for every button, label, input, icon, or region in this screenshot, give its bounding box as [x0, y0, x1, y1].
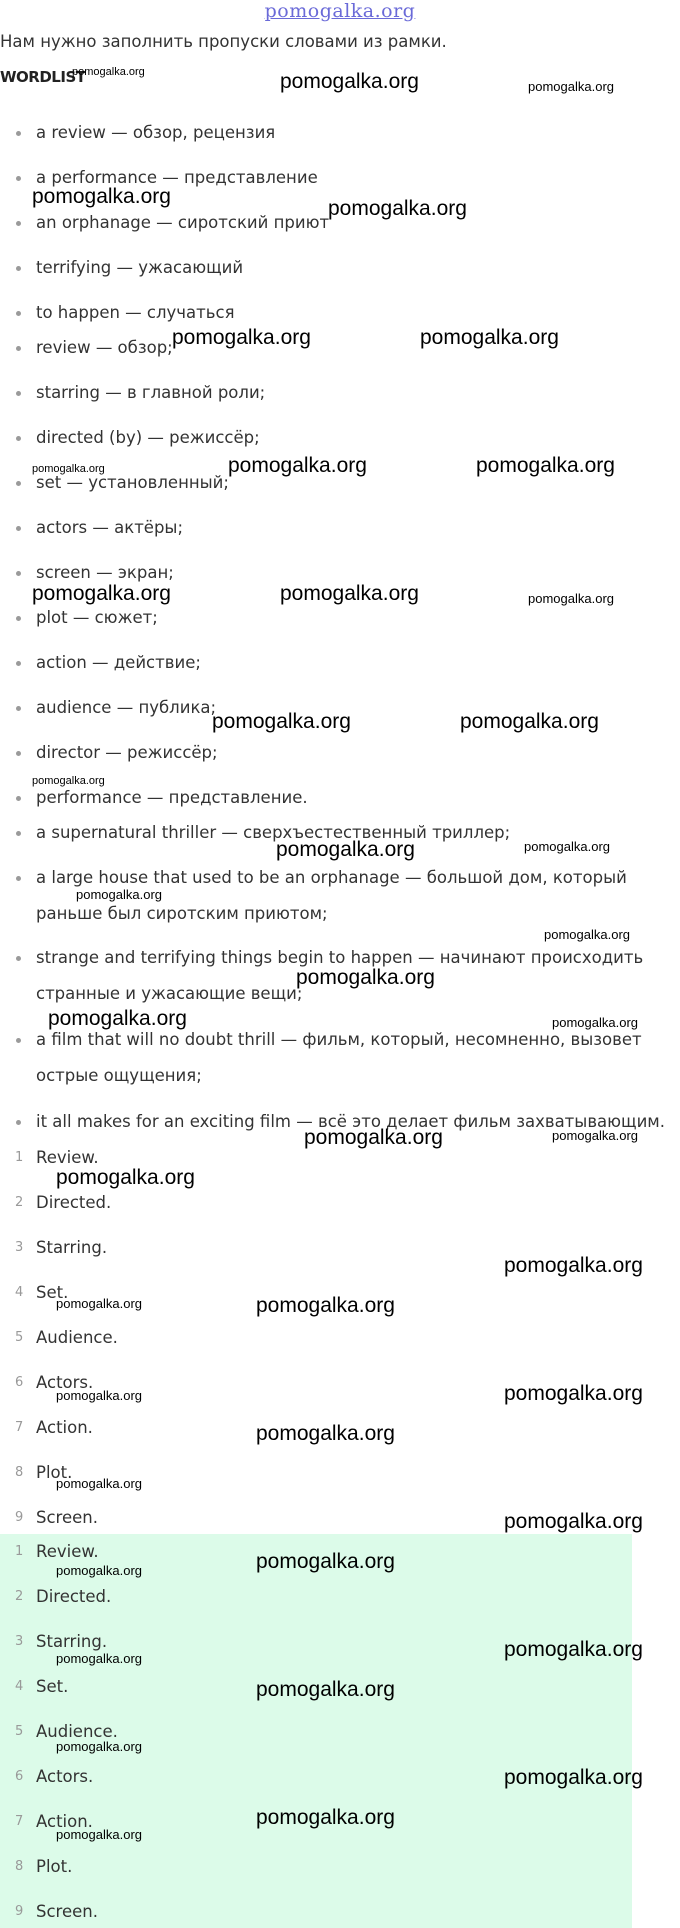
watermark: pomogalka.org — [256, 1422, 395, 1445]
bullet-icon — [16, 876, 21, 881]
watermark: pomogalka.org — [32, 463, 105, 475]
watermark: pomogalka.org — [544, 927, 630, 942]
watermark: pomogalka.org — [56, 1563, 142, 1578]
watermark: pomogalka.org — [460, 710, 599, 733]
watermark: pomogalka.org — [476, 454, 615, 477]
watermark: pomogalka.org — [56, 1476, 142, 1491]
watermark: pomogalka.org — [32, 582, 171, 605]
watermark: pomogalka.org — [256, 1806, 395, 1829]
watermark: pomogalka.org — [504, 1254, 643, 1277]
watermark: pomogalka.org — [56, 1739, 142, 1754]
bullet-icon — [16, 526, 21, 531]
bullet-icon — [16, 661, 21, 666]
watermark: pomogalka.org — [280, 70, 419, 93]
bullet-icon — [16, 391, 21, 396]
bullet-icon — [16, 1120, 21, 1125]
bullet-icon — [16, 131, 21, 136]
bullet-icon — [16, 266, 21, 271]
bullet-icon — [16, 176, 21, 181]
watermark: pomogalka.org — [256, 1550, 395, 1573]
watermark: pomogalka.org — [504, 1638, 643, 1661]
bullet-icon — [16, 481, 21, 486]
watermark: pomogalka.org — [328, 197, 467, 220]
watermark: pomogalka.org — [56, 1296, 142, 1311]
bullet-icon — [16, 616, 21, 621]
bullet-icon — [16, 346, 21, 351]
watermark: pomogalka.org — [48, 1007, 187, 1030]
watermark: pomogalka.org — [56, 1388, 142, 1403]
watermark: pomogalka.org — [228, 454, 367, 477]
watermark: pomogalka.org — [172, 326, 311, 349]
watermark: pomogalka.org — [276, 838, 415, 861]
watermark: pomogalka.org — [256, 1678, 395, 1701]
watermark: pomogalka.org — [304, 1126, 443, 1149]
bullet-icon — [16, 221, 21, 226]
bullet-icon — [16, 796, 21, 801]
watermark: pomogalka.org — [528, 79, 614, 94]
bullet-icon — [16, 1038, 21, 1043]
watermark: pomogalka.org — [504, 1766, 643, 1789]
bullet-icon — [16, 956, 21, 961]
watermark: pomogalka.org — [280, 582, 419, 605]
watermark: pomogalka.org — [552, 1128, 638, 1143]
intro-text: Нам нужно заполнить пропуски словами из рамки. — [0, 32, 447, 51]
bullet-icon — [16, 706, 21, 711]
watermark: pomogalka.org — [32, 775, 105, 787]
watermark: pomogalka.org — [552, 1015, 638, 1030]
watermark: pomogalka.org — [504, 1510, 643, 1533]
watermark: pomogalka.org — [76, 887, 162, 902]
watermark: pomogalka.org — [56, 1166, 195, 1189]
watermark: pomogalka.org — [420, 326, 559, 349]
bullet-icon — [16, 751, 21, 756]
watermark: pomogalka.org — [56, 1651, 142, 1666]
watermark: pomogalka.org — [72, 66, 145, 78]
watermark: pomogalka.org — [256, 1294, 395, 1317]
bullet-icon — [16, 311, 21, 316]
bullet-icon — [16, 436, 21, 441]
wordlist-heading: WORDLIST — [0, 68, 86, 86]
bullet-icon — [16, 831, 21, 836]
watermark: pomogalka.org — [296, 966, 435, 989]
watermark: pomogalka.org — [212, 710, 351, 733]
watermark: pomogalka.org — [504, 1382, 643, 1405]
watermark: pomogalka.org — [528, 591, 614, 606]
site-logo[interactable]: pomogalka.org — [264, 0, 416, 22]
watermark: pomogalka.org — [56, 1827, 142, 1842]
watermark: pomogalka.org — [32, 185, 171, 208]
watermark: pomogalka.org — [524, 839, 610, 854]
bullet-icon — [16, 571, 21, 576]
